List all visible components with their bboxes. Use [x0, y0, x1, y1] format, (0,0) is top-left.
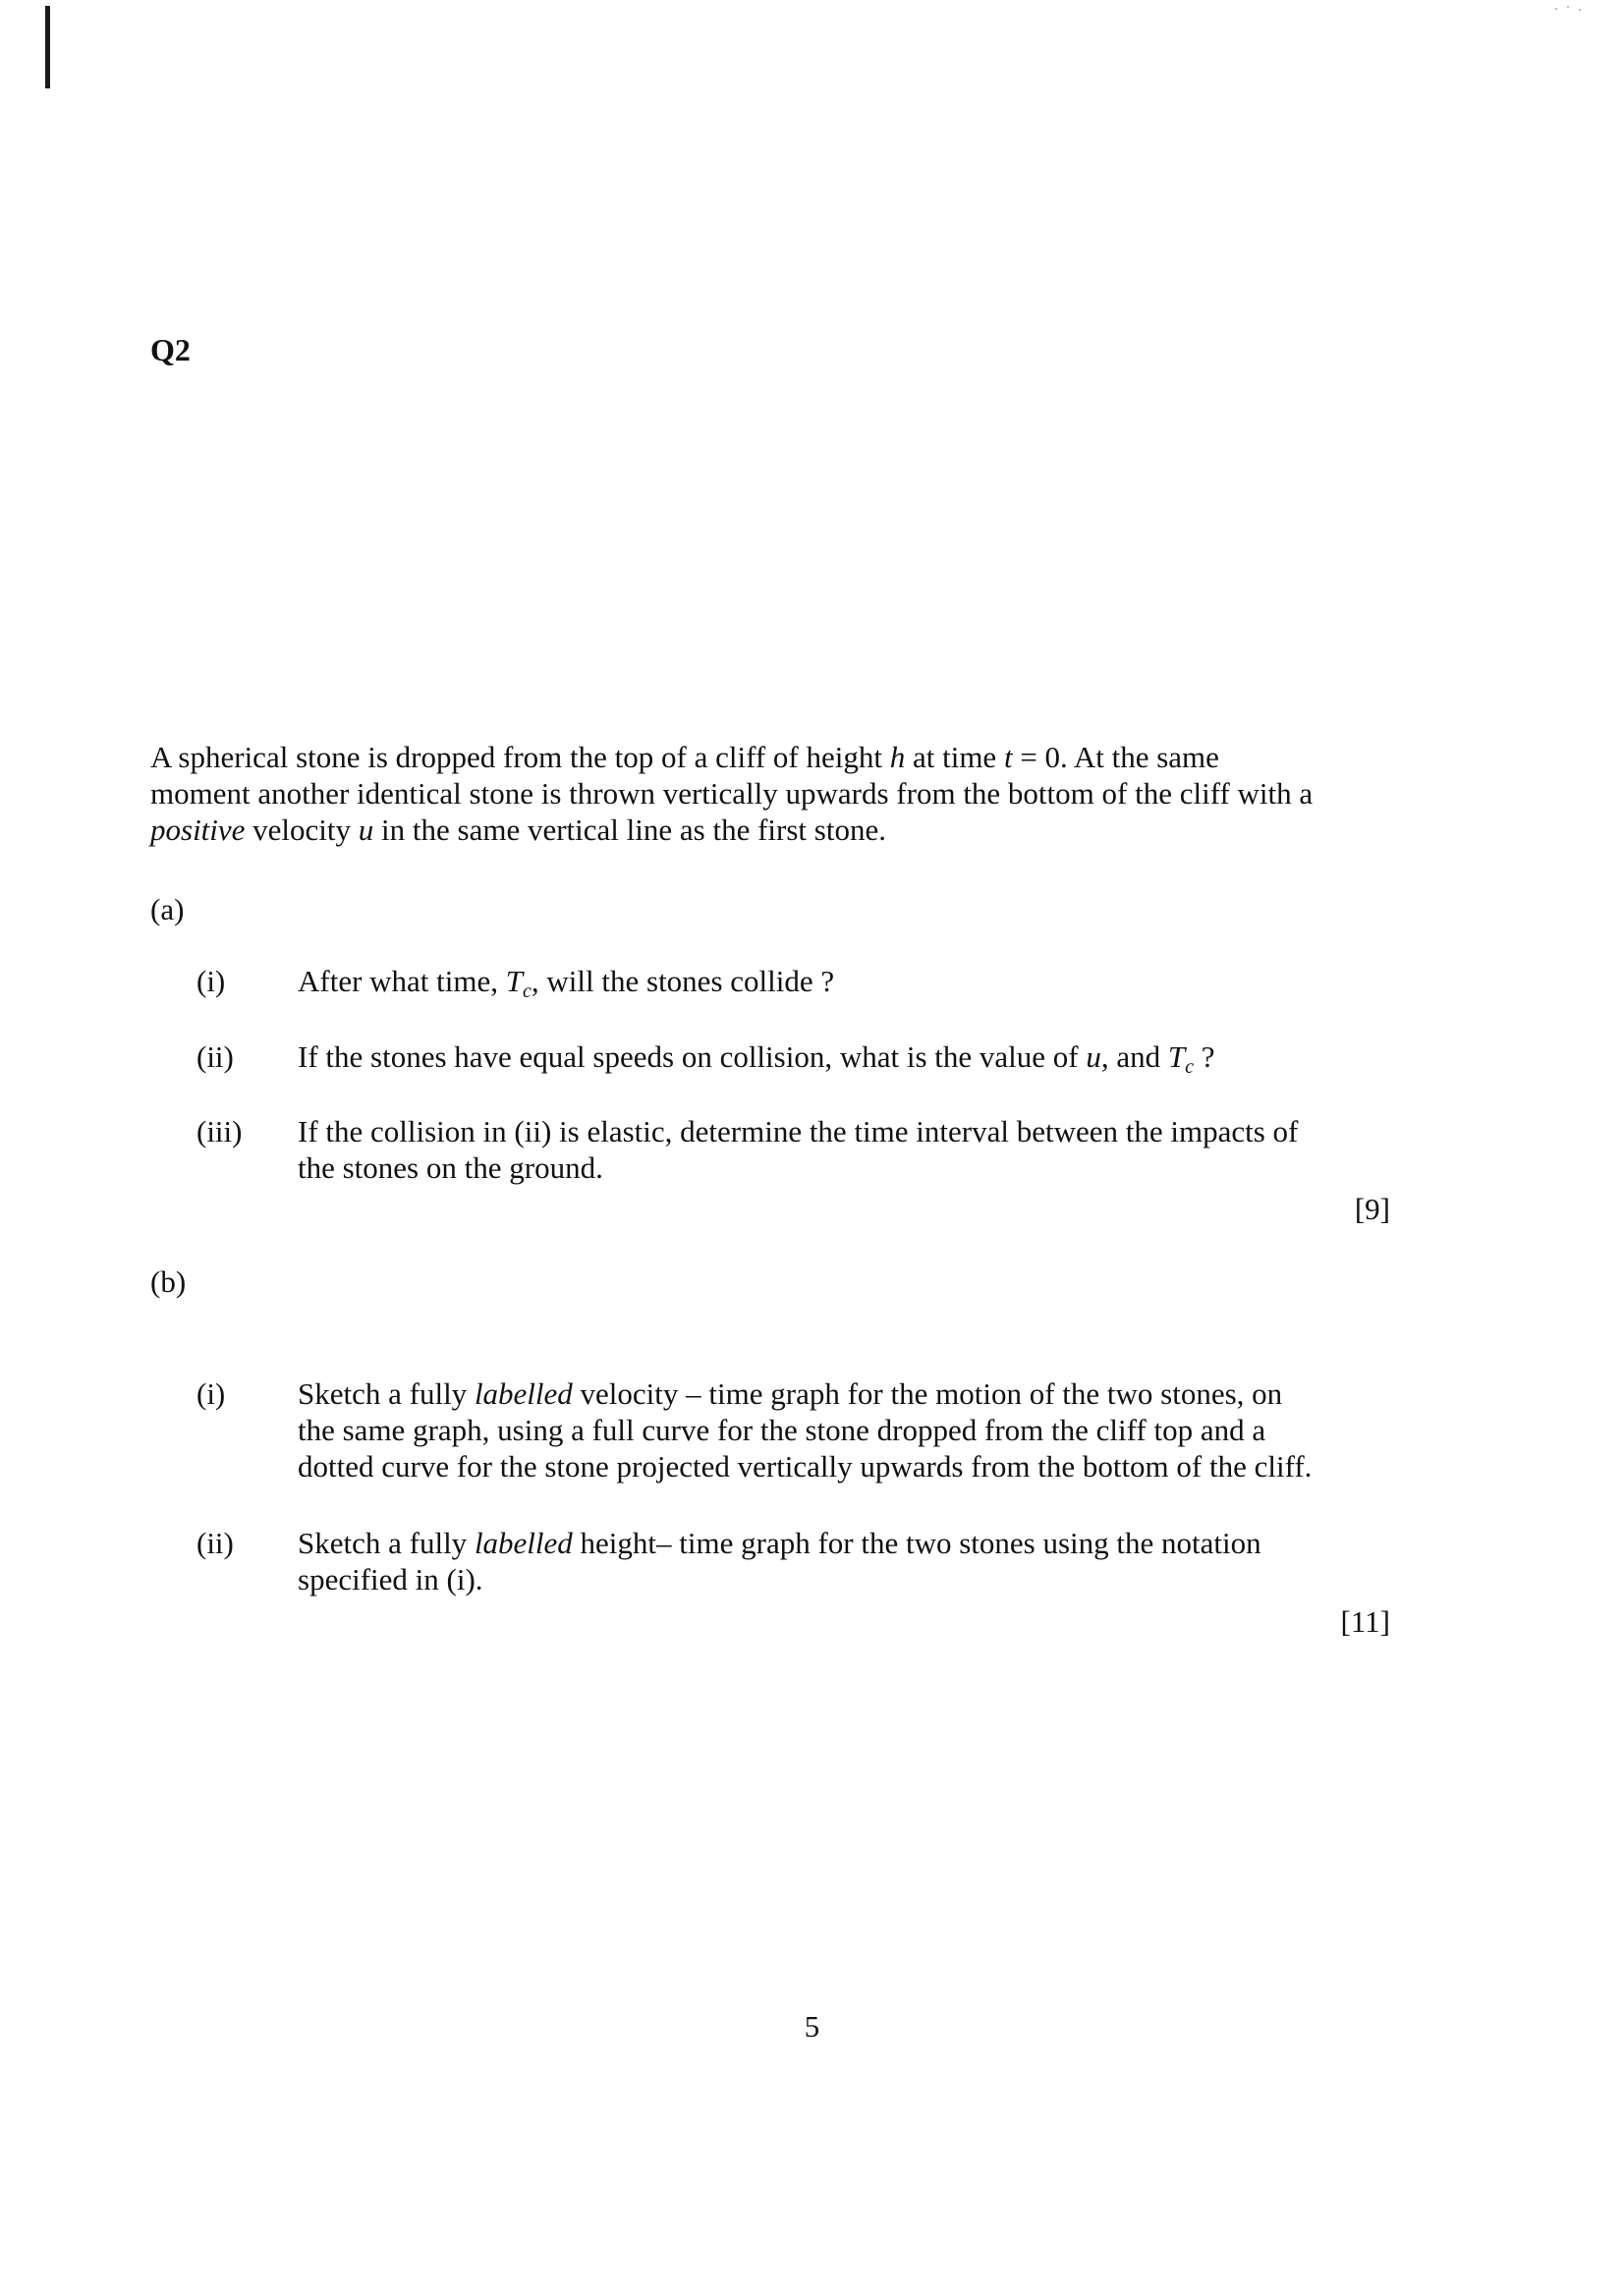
question-label: Q2 — [150, 332, 191, 367]
question-intro — [150, 739, 1428, 848]
scan-edge-mark — [45, 6, 50, 88]
intro-line-3: positive velocity u in the same vertical line as the first stone. — [150, 812, 886, 847]
intro-line-2: moment another identical stone is thrown vertically upwards from the bottom of the cliff with a — [150, 776, 1314, 811]
scan-dots — [1555, 6, 1585, 12]
item-number: (i) — [196, 1376, 226, 1411]
item-number: (ii) — [196, 1039, 234, 1074]
intro-line-1: A spherical stone is dropped from the top of a cliff of height h at time t = 0. At the same — [150, 740, 1219, 774]
item-number: (iii) — [196, 1114, 243, 1148]
part-b-label: (b) — [150, 1264, 187, 1299]
part-a-marks: [9] — [1354, 1192, 1390, 1226]
page-number: 5 — [804, 2009, 820, 2044]
item-number: (i) — [196, 964, 226, 998]
item-number: (ii) — [196, 1526, 234, 1560]
part-b-marks: [11] — [1340, 1604, 1390, 1639]
part-a-label: (a) — [150, 892, 185, 926]
